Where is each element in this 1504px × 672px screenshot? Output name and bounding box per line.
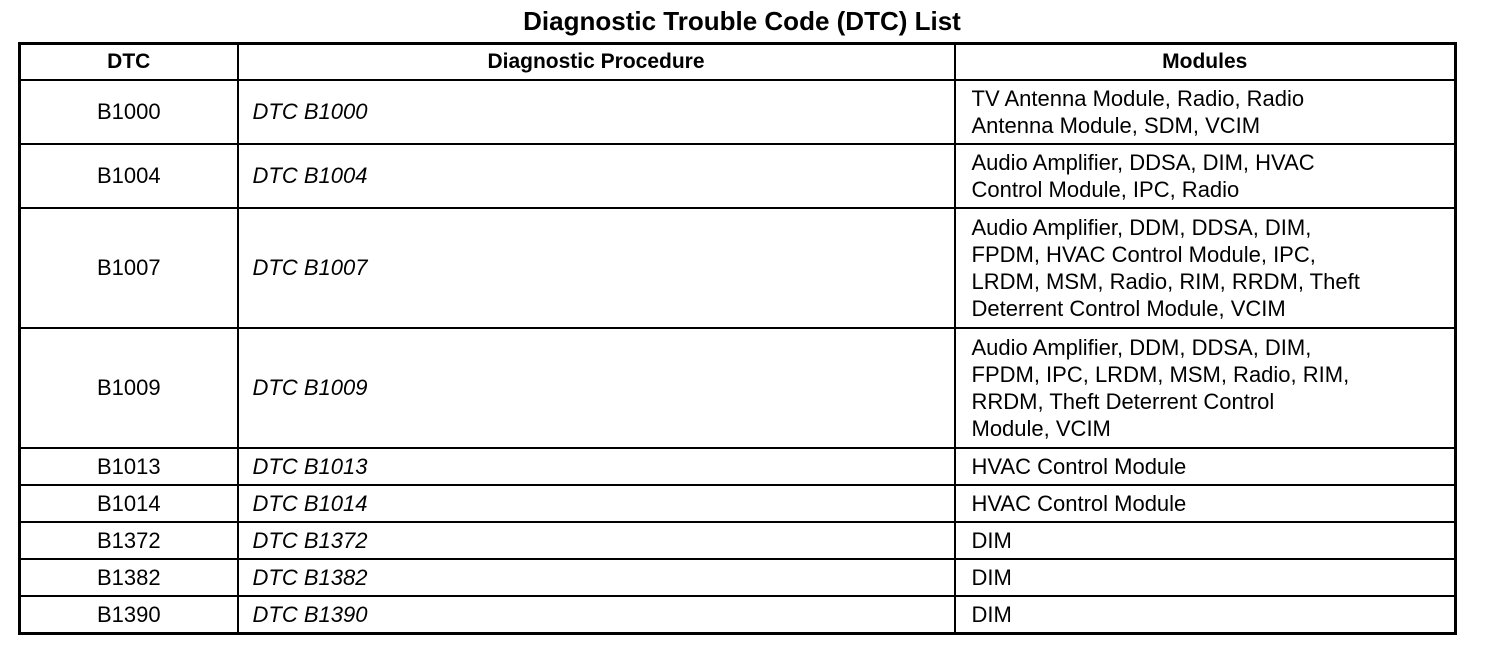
modules-line: DIM [971, 528, 1012, 553]
modules-cell [955, 328, 1456, 448]
dtc-code-cell: B1372 [20, 522, 238, 559]
modules-cell [955, 559, 1456, 596]
modules-line: TV Antenna Module, Radio, Radio [971, 86, 1305, 111]
dtc-code-cell: B1000 [20, 80, 238, 144]
column-header-modules: Modules [955, 44, 1456, 81]
modules-line: FPDM, HVAC Control Module, IPC, [971, 242, 1316, 267]
table-row [20, 522, 1456, 559]
modules-line: RRDM, Theft Deterrent Control [971, 389, 1275, 414]
table-row [20, 448, 1456, 485]
procedure-link[interactable]: DTC B1007 [238, 208, 955, 328]
modules-cell [955, 80, 1456, 144]
modules-line: Audio Amplifier, DDM, DDSA, DIM, [971, 335, 1312, 360]
modules-line: DIM [971, 565, 1012, 590]
modules-line: HVAC Control Module [971, 491, 1187, 516]
procedure-link[interactable]: DTC B1390 [238, 596, 955, 634]
procedure-link[interactable]: DTC B1013 [238, 448, 955, 485]
table-row [20, 596, 1456, 634]
procedure-link[interactable]: DTC B1000 [238, 80, 955, 144]
dtc-code-cell: B1013 [20, 448, 238, 485]
modules-line: Module, VCIM [971, 416, 1111, 441]
modules-cell [955, 448, 1456, 485]
procedure-link[interactable]: DTC B1009 [238, 328, 955, 448]
column-header-dtc: DTC [20, 44, 238, 81]
table-row [20, 80, 1456, 144]
dtc-table [18, 42, 1457, 635]
procedure-link[interactable]: DTC B1382 [238, 559, 955, 596]
dtc-code-cell: B1007 [20, 208, 238, 328]
dtc-code-cell: B1009 [20, 328, 238, 448]
modules-cell [955, 208, 1456, 328]
procedure-link[interactable]: DTC B1004 [238, 144, 955, 208]
modules-cell [955, 522, 1456, 559]
dtc-code-cell: B1382 [20, 559, 238, 596]
procedure-link[interactable]: DTC B1372 [238, 522, 955, 559]
dtc-code-cell: B1014 [20, 485, 238, 522]
modules-cell [955, 596, 1456, 634]
modules-line: DIM [971, 602, 1012, 627]
modules-line: Audio Amplifier, DDM, DDSA, DIM, [971, 215, 1312, 240]
table-row [20, 208, 1456, 328]
table-row [20, 559, 1456, 596]
table-header-row [20, 44, 1456, 81]
column-header-diagnostic-procedure: Diagnostic Procedure [238, 44, 955, 81]
table-row [20, 485, 1456, 522]
table-row [20, 144, 1456, 208]
modules-line: Control Module, IPC, Radio [971, 177, 1240, 202]
page-title: Diagnostic Trouble Code (DTC) List [523, 6, 961, 36]
table-row [20, 328, 1456, 448]
modules-cell [955, 144, 1456, 208]
modules-line: FPDM, IPC, LRDM, MSM, Radio, RIM, [971, 362, 1350, 387]
procedure-link[interactable]: DTC B1014 [238, 485, 955, 522]
modules-line: Deterrent Control Module, VCIM [971, 296, 1286, 321]
modules-line: Audio Amplifier, DDSA, DIM, HVAC [971, 150, 1315, 175]
modules-cell [955, 485, 1456, 522]
modules-line: HVAC Control Module [971, 454, 1187, 479]
modules-line: Antenna Module, SDM, VCIM [971, 113, 1261, 138]
modules-line: LRDM, MSM, Radio, RIM, RRDM, Theft [971, 269, 1360, 294]
dtc-code-cell: B1390 [20, 596, 238, 634]
dtc-code-cell: B1004 [20, 144, 238, 208]
